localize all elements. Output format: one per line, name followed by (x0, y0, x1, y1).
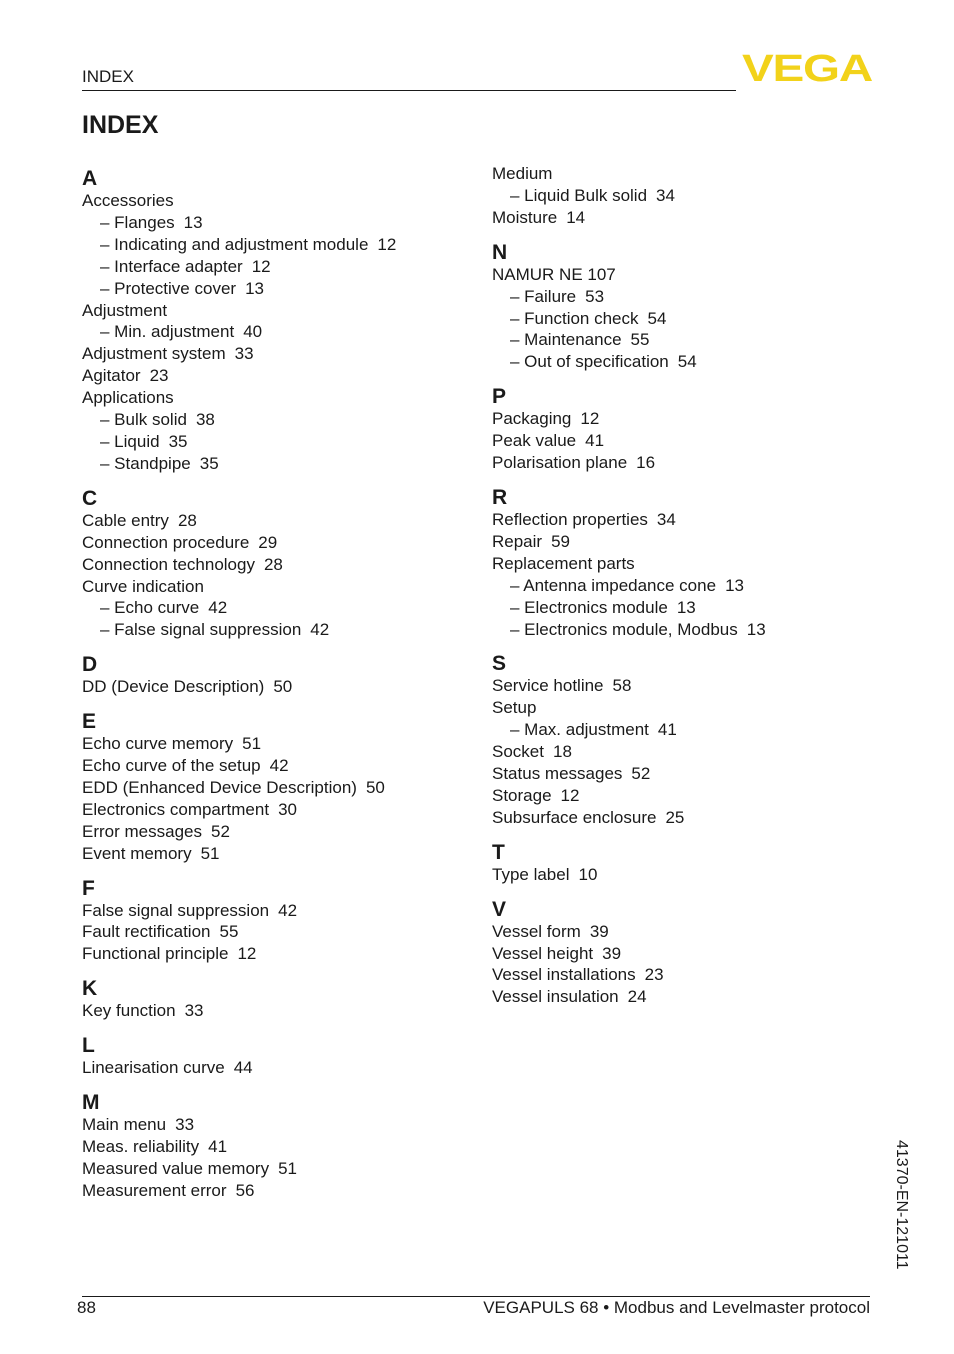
entry-text: Measurement error (82, 1180, 227, 1200)
section-letter: R (492, 485, 508, 509)
entry-text: Event memory (82, 843, 192, 863)
entry-text: Measured value memory (82, 1158, 270, 1178)
entry-page-number: 39 (602, 943, 622, 963)
entry-page-number: 50 (273, 677, 293, 697)
entry-page-number: 12 (237, 944, 257, 964)
entry-page-number: 42 (208, 598, 228, 618)
entry-text: Vessel insulation (492, 987, 619, 1007)
section-letter: E (82, 710, 97, 734)
index-section (82, 1033, 462, 1079)
index-entry (492, 408, 872, 430)
index-subentry (82, 619, 462, 641)
entry-text: – Liquid Bulk solid (510, 185, 648, 205)
entry-page-number: 13 (183, 212, 203, 232)
entry-text: Fault rectification (82, 922, 211, 942)
index-entry (82, 921, 462, 943)
index-entry (492, 675, 872, 697)
entry-text: – Protective cover (100, 278, 237, 298)
entry-text: Polarisation plane (492, 453, 628, 473)
entry-page-number: 34 (656, 509, 676, 529)
entry-text: Applications (82, 388, 174, 408)
index-subentry (492, 329, 872, 351)
index-column-right (492, 163, 872, 1019)
index-section (492, 240, 872, 374)
entry-page-number: 33 (175, 1115, 195, 1135)
entry-text: Vessel form (492, 921, 581, 941)
entry-text: Subsurface enclosure (492, 807, 657, 827)
entry-text: Main menu (82, 1115, 167, 1135)
entry-text: Peak value (492, 431, 577, 451)
entry-page-number: 55 (630, 330, 650, 350)
entry-text: Repair (492, 531, 543, 551)
entry-text: – Standpipe (100, 453, 191, 473)
index-entry (492, 763, 872, 785)
section-letter: F (82, 876, 95, 900)
index-subentry (492, 308, 872, 330)
index-entry (82, 1158, 462, 1180)
index-entry (82, 554, 462, 576)
entry-text: Reflection properties (492, 509, 648, 529)
index-entry (82, 300, 462, 322)
entry-text: – Interface adapter (100, 256, 243, 276)
entry-text: Linearisation curve (82, 1058, 225, 1078)
index-entry (492, 921, 872, 943)
index-section (492, 651, 872, 828)
index-entry (492, 741, 872, 763)
entry-text: – Electronics module, Modbus (510, 619, 738, 639)
entry-text: – Failure (510, 286, 577, 306)
section-letter: D (82, 653, 98, 677)
index-entry (82, 943, 462, 965)
entry-page-number: 44 (233, 1058, 253, 1078)
entry-text: – Maintenance (510, 330, 622, 350)
index-entry (492, 807, 872, 829)
index-entry (82, 843, 462, 865)
index-entry (492, 531, 872, 553)
entry-text: – Flanges (100, 212, 175, 232)
section-letter: S (492, 652, 507, 676)
index-section (492, 163, 872, 229)
section-letter: L (82, 1034, 95, 1058)
index-section (82, 976, 462, 1022)
entry-text: – Bulk solid (100, 410, 187, 430)
index-subentry (492, 597, 872, 619)
index-entry (82, 733, 462, 755)
entry-page-number: 16 (636, 453, 656, 473)
entry-page-number: 13 (676, 597, 696, 617)
index-entry (82, 343, 462, 365)
entry-text: Cable entry (82, 510, 169, 530)
index-entry (82, 1114, 462, 1136)
entry-page-number: 13 (725, 575, 744, 595)
entry-page-number: 14 (566, 207, 586, 227)
index-entry (82, 576, 462, 598)
entry-page-number: 12 (580, 409, 600, 429)
index-entry (82, 1180, 462, 1202)
entry-text: – Min. adjustment (100, 322, 235, 342)
index-section (82, 652, 462, 698)
page-number: 88 (77, 1298, 96, 1317)
index-entry (82, 777, 462, 799)
entry-page-number: 13 (746, 619, 766, 639)
entry-page-number: 25 (665, 807, 685, 827)
entry-page-number: 35 (199, 453, 219, 473)
document-code: 41370-EN-121011 (893, 1140, 910, 1270)
entry-text: Setup (492, 698, 537, 718)
entry-page-number: 28 (177, 510, 197, 530)
header-label: INDEX (82, 67, 134, 86)
entry-text: Type label (492, 864, 570, 884)
entry-text: Vessel height (492, 943, 594, 963)
entry-text: Moisture (492, 207, 558, 227)
entry-text: Medium (492, 164, 553, 183)
entry-text: Accessories (82, 191, 174, 210)
index-section (82, 1090, 462, 1202)
index-entry (492, 264, 872, 286)
index-subentry (492, 575, 872, 597)
page-title: INDEX (82, 111, 159, 139)
index-entry (492, 163, 872, 185)
section-letter: C (82, 486, 98, 510)
entry-page-number: 23 (149, 366, 169, 386)
entry-text: Functional principle (82, 944, 229, 964)
index-entry (492, 943, 872, 965)
entry-text: Socket (492, 742, 544, 762)
index-subentry (82, 453, 462, 475)
entry-text: Connection technology (82, 554, 255, 574)
entry-page-number: 33 (184, 1001, 204, 1021)
index-section (82, 166, 462, 475)
entry-page-number: 30 (278, 799, 297, 819)
entry-text: – Indicating and adjustment module (100, 234, 369, 254)
index-entry (82, 755, 462, 777)
index-entry (82, 365, 462, 387)
entry-text: Status messages (492, 764, 623, 784)
entry-text: – False signal suppression (100, 620, 302, 640)
entry-page-number: 51 (242, 734, 262, 754)
entry-text: False signal suppression (82, 900, 270, 920)
entry-page-number: 50 (365, 777, 385, 797)
section-letter: M (82, 1091, 100, 1115)
index-subentry (82, 212, 462, 234)
entry-page-number: 34 (656, 185, 675, 205)
index-subentry (82, 597, 462, 619)
entry-text: Storage (492, 785, 552, 805)
section-letter: N (492, 240, 508, 264)
index-subentry (82, 234, 462, 256)
entry-page-number: 12 (560, 785, 580, 805)
index-entry (82, 799, 462, 821)
index-entry (82, 676, 462, 698)
index-entry (492, 553, 872, 575)
entry-text: – Function check (510, 308, 639, 328)
vega-logo (741, 50, 873, 84)
entry-page-number: 18 (552, 742, 572, 762)
entry-page-number: 12 (251, 256, 271, 276)
index-entry (82, 1057, 462, 1079)
index-section (492, 897, 872, 1009)
document-title: VEGAPULS 68 • Modbus and Levelmaster protocol (483, 1298, 870, 1317)
entry-page-number: 40 (243, 322, 263, 342)
index-subentry (492, 185, 872, 207)
index-entry (82, 900, 462, 922)
entry-page-number: 55 (219, 922, 239, 942)
index-entry (82, 821, 462, 843)
section-letter: A (82, 167, 98, 190)
section-letter: T (492, 840, 505, 864)
entry-page-number: 56 (235, 1180, 255, 1200)
entry-text: Meas. reliability (82, 1137, 200, 1156)
index-section (82, 876, 462, 966)
index-entry (82, 387, 462, 409)
index-section (82, 709, 462, 864)
entry-text: Replacement parts (492, 553, 635, 573)
entry-text: Echo curve of the setup (82, 756, 261, 776)
index-entry (82, 510, 462, 532)
entry-text: – Liquid (100, 431, 160, 451)
entry-text: – Max. adjustment (510, 720, 649, 740)
entry-page-number: 13 (245, 278, 264, 298)
index-subentry (82, 431, 462, 453)
entry-page-number: 51 (200, 843, 220, 863)
index-entry (492, 785, 872, 807)
entry-text: Vessel installations (492, 965, 636, 985)
index-entry (492, 697, 872, 719)
section-letter: V (492, 897, 507, 921)
entry-page-number: 38 (195, 410, 215, 430)
entry-text: – Antenna impedance cone (510, 575, 717, 595)
entry-text: EDD (Enhanced Device Description) (82, 777, 357, 797)
entry-page-number: 53 (585, 286, 605, 306)
entry-page-number: 24 (627, 987, 647, 1007)
index-section (492, 384, 872, 474)
section-letter: K (82, 977, 98, 1001)
entry-page-number: 33 (234, 344, 254, 364)
entry-page-number: 41 (208, 1137, 228, 1156)
index-entry (492, 509, 872, 531)
header-rule (82, 90, 736, 91)
entry-page-number: 42 (269, 756, 289, 776)
entry-text: DD (Device Description) (82, 677, 265, 697)
entry-page-number: 39 (589, 921, 609, 941)
entry-page-number: 41 (657, 720, 677, 740)
entry-page-number: 10 (578, 864, 598, 884)
entry-page-number: 54 (647, 308, 667, 328)
entry-text: Service hotline (492, 676, 604, 696)
index-entry (82, 532, 462, 554)
entry-text: Agitator (82, 366, 141, 386)
index-subentry (492, 351, 872, 373)
index-entry (492, 207, 872, 229)
entry-page-number: 59 (551, 531, 571, 551)
footer-rule (82, 1296, 870, 1297)
index-entry (492, 964, 872, 986)
index-section (492, 840, 872, 886)
index-subentry (82, 409, 462, 431)
entry-text: Electronics compartment (82, 799, 270, 819)
section-letter: P (492, 385, 507, 409)
entry-page-number: 42 (278, 900, 298, 920)
entry-page-number: 35 (168, 431, 188, 451)
entry-page-number: 52 (210, 821, 230, 841)
index-entry (82, 1136, 462, 1158)
index-entry (492, 986, 872, 1008)
index-section (82, 486, 462, 641)
entry-text: – Electronics module (510, 597, 668, 617)
entry-text: Echo curve memory (82, 734, 234, 754)
index-entry (82, 1000, 462, 1022)
index-entry (492, 452, 872, 474)
entry-page-number: 51 (278, 1158, 297, 1178)
index-subentry (492, 719, 872, 741)
entry-text: Adjustment (82, 300, 168, 320)
index-subentry (492, 619, 872, 641)
entry-text: Connection procedure (82, 532, 250, 552)
entry-text: – Echo curve (100, 598, 200, 618)
entry-text: Key function (82, 1001, 176, 1021)
entry-text: – Out of specification (510, 352, 669, 372)
index-subentry (82, 278, 462, 300)
entry-page-number: 54 (677, 352, 697, 372)
entry-page-number: 41 (585, 431, 605, 451)
index-subentry (82, 256, 462, 278)
entry-text: Error messages (82, 821, 202, 841)
svg-text:VEGA: VEGA (742, 50, 873, 84)
index-column-left (82, 166, 462, 1213)
entry-page-number: 23 (644, 965, 664, 985)
entry-page-number: 52 (631, 764, 651, 784)
index-entry (492, 430, 872, 452)
index-subentry (82, 321, 462, 343)
entry-text: Adjustment system (82, 344, 226, 364)
index-entry (492, 864, 872, 886)
entry-page-number: 12 (377, 234, 397, 254)
index-section (492, 485, 872, 640)
entry-text: Packaging (492, 409, 572, 429)
index-entry (82, 190, 462, 212)
entry-page-number: 28 (263, 554, 283, 574)
entry-text: NAMUR NE 107 (492, 264, 616, 284)
entry-page-number: 29 (258, 532, 278, 552)
index-subentry (492, 286, 872, 308)
entry-text: Curve indication (82, 576, 204, 596)
entry-page-number: 42 (310, 620, 330, 640)
entry-page-number: 58 (612, 676, 632, 696)
